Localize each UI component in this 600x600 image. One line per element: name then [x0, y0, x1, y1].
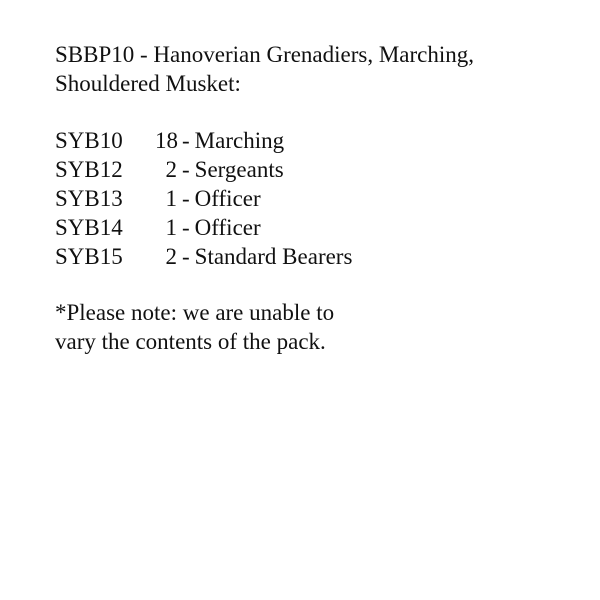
item-separator: -	[182, 244, 190, 269]
item-description: Officer	[194, 215, 261, 240]
item-separator: -	[182, 215, 190, 240]
item-details	[155, 155, 284, 184]
item-description: Sergeants	[194, 157, 284, 182]
contents-row	[55, 126, 575, 155]
pack-note	[55, 298, 575, 356]
pack-note-line-2: vary the contents of the pack.	[55, 329, 326, 354]
item-quantity: 1	[165, 215, 177, 240]
item-details	[155, 242, 352, 271]
item-quantity: 1	[165, 186, 177, 211]
pack-title-line-2: Shouldered Musket:	[55, 71, 241, 96]
item-code: SYB12	[55, 157, 123, 182]
item-description: Standard Bearers	[194, 244, 353, 269]
contents-row	[55, 242, 575, 271]
contents-row	[55, 213, 575, 242]
item-code: SYB14	[55, 215, 123, 240]
item-quantity: 18	[155, 128, 178, 153]
pack-contents-list	[55, 126, 575, 271]
item-separator: -	[182, 186, 190, 211]
contents-row	[55, 155, 575, 184]
item-details	[155, 213, 261, 242]
item-code: SYB10	[55, 128, 123, 153]
item-description: Marching	[194, 128, 285, 153]
contents-row	[55, 184, 575, 213]
item-quantity: 2	[165, 244, 177, 269]
item-code: SYB15	[55, 244, 123, 269]
pack-note-line-1: *Please note: we are unable to	[55, 300, 335, 325]
pack-title	[55, 40, 575, 98]
item-code: SYB13	[55, 186, 123, 211]
item-description: Officer	[194, 186, 261, 211]
pack-title-line-1: SBBP10 - Hanoverian Grenadiers, Marching,	[55, 42, 475, 67]
item-separator: -	[182, 128, 190, 153]
item-separator: -	[182, 157, 190, 182]
item-details	[155, 184, 261, 213]
item-quantity: 2	[165, 157, 177, 182]
item-details	[155, 126, 284, 155]
